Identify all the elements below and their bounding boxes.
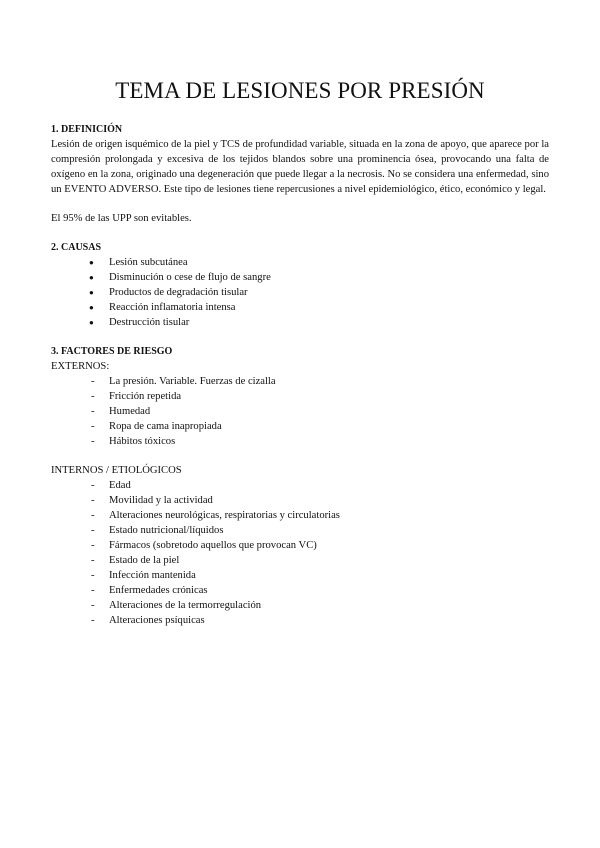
list-item: ● Reacción inflamatoria intensa bbox=[89, 302, 236, 313]
dash-icon: - bbox=[91, 570, 95, 581]
evitables-note: El 95% de las UPP son evitables. bbox=[51, 213, 192, 224]
list-item: - Humedad bbox=[91, 406, 151, 417]
list-item: - Edad bbox=[91, 480, 131, 491]
dash-icon: - bbox=[91, 406, 95, 417]
causas-list bbox=[51, 255, 549, 330]
factores-heading: 3. FACTORES DE RIESGO bbox=[51, 346, 173, 357]
definicion-heading: 1. DEFINICIÓN bbox=[51, 124, 123, 135]
dash-icon: - bbox=[91, 421, 95, 432]
list-item: - Estado nutricional/líquidos bbox=[91, 525, 224, 536]
dash-icon: - bbox=[91, 391, 95, 402]
list-item: - Ropa de cama inapropiada bbox=[91, 421, 222, 432]
bullet-icon: ● bbox=[89, 303, 94, 312]
list-item: - La presión. Variable. Fuerzas de cizalla bbox=[91, 376, 276, 387]
list-item: ● Productos de degradación tisular bbox=[89, 287, 248, 298]
bullet-icon: ● bbox=[89, 288, 94, 297]
list-item: ● Disminución o cese de flujo de sangre bbox=[89, 272, 271, 283]
dash-icon: - bbox=[91, 480, 95, 491]
bullet-icon: ● bbox=[89, 258, 94, 267]
list-item: - Infección mantenida bbox=[91, 570, 196, 581]
externos-label: EXTERNOS: bbox=[51, 361, 110, 372]
definicion-paragraph: Lesión de origen isquémico de la piel y TCS de profundidad variable, situada en la zona de apoyo, que aparece por la compresión prolongada y excesiva de los tejidos blandos sobre una prominencia ósea, provocando una falta de oxígeno en la zona, originado una degeneración que puede llegar a la necrosis. No se considera una enfermedad, sino un EVENTO ADVERSO. Este tipo de lesiones tiene repercusiones a nivel epidemiológico, ético, económico y legal. bbox=[51, 139, 549, 195]
dash-icon: - bbox=[91, 600, 95, 611]
list-item: - Alteraciones neurológicas, respiratorias y circulatorias bbox=[91, 510, 340, 521]
dash-icon: - bbox=[91, 585, 95, 596]
causas-heading: 2. CAUSAS bbox=[51, 242, 102, 253]
bullet-icon: ● bbox=[89, 318, 94, 327]
dash-icon: - bbox=[91, 525, 95, 536]
dash-icon: - bbox=[91, 376, 95, 387]
document-content bbox=[51, 122, 549, 628]
dash-icon: - bbox=[91, 510, 95, 521]
dash-icon: - bbox=[91, 555, 95, 566]
dash-icon: - bbox=[91, 615, 95, 626]
list-item: ● Lesión subcutánea bbox=[89, 257, 188, 268]
list-item: - Alteraciones psíquicas bbox=[91, 615, 205, 626]
list-item: ● Destrucción tisular bbox=[89, 317, 190, 328]
list-item: - Enfermedades crónicas bbox=[91, 585, 208, 596]
dash-icon: - bbox=[91, 436, 95, 447]
document-title: TEMA DE LESIONES POR PRESIÓN bbox=[115, 78, 485, 103]
dash-icon: - bbox=[91, 495, 95, 506]
internos-label: INTERNOS / ETIOLÓGICOS bbox=[51, 465, 182, 476]
list-item: - Hábitos tóxicos bbox=[91, 436, 176, 447]
list-item: - Fármacos (sobretodo aquellos que provocan VC) bbox=[91, 540, 317, 551]
list-item: - Fricción repetida bbox=[91, 391, 182, 402]
externos-list bbox=[51, 374, 549, 449]
list-item: - Alteraciones de la termorregulación bbox=[91, 600, 262, 611]
dash-icon: - bbox=[91, 540, 95, 551]
bullet-icon: ● bbox=[89, 273, 94, 282]
list-item: - Movilidad y la actividad bbox=[91, 495, 213, 506]
internos-list bbox=[51, 478, 549, 628]
list-item: - Estado de la piel bbox=[91, 555, 180, 566]
